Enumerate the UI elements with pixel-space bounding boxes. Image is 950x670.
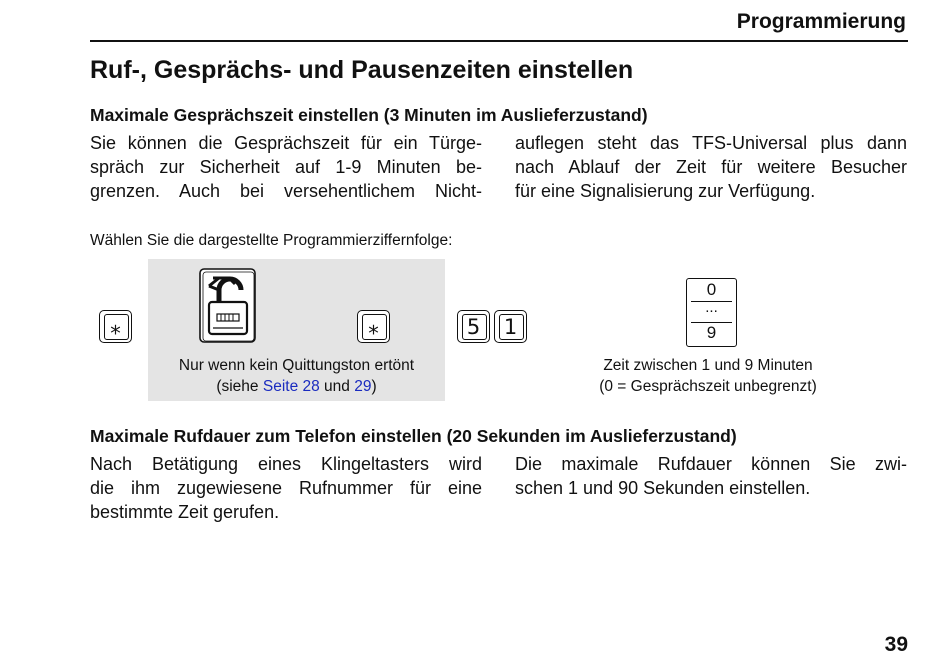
page-header xyxy=(90,8,908,42)
star-key-2 xyxy=(357,310,390,343)
text-line: schen 1 und 90 Sekunden einstellen. xyxy=(515,478,811,498)
text-line: grenzen. Auch bei versehentlichem Nicht- xyxy=(90,181,482,201)
star-key xyxy=(99,310,132,343)
panel-note-prefix: (siehe xyxy=(216,378,263,395)
digit-1-key xyxy=(494,310,527,343)
digit-5-key-label: 5 xyxy=(466,314,481,339)
digit-range-bottom: 9 xyxy=(706,323,717,342)
range-note-line2: (0 = Gesprächszeit unbegrenzt) xyxy=(599,378,817,395)
padlock-unlock-icon xyxy=(199,268,257,344)
text-line: bestimmte Zeit gerufen. xyxy=(90,502,280,522)
star-key-label: ⁎ xyxy=(110,314,121,339)
star-key-label: ⁎ xyxy=(368,314,379,339)
text-line: Die maximale Rufdauer können Sie zwi- xyxy=(515,454,907,474)
panel-note xyxy=(148,355,445,397)
text-line: für eine Signalisierung zur Verfügung. xyxy=(515,181,816,201)
range-note xyxy=(560,355,856,397)
range-note-line1: Zeit zwischen 1 und 9 Minuten xyxy=(603,357,813,374)
text-line: Nach Betätigung eines Klingeltasters wird xyxy=(90,454,482,474)
digit-5-key xyxy=(457,310,490,343)
text-line: nach Ablauf der Zeit für weitere Besucher xyxy=(515,157,907,177)
digit-1-key-label: 1 xyxy=(503,314,518,339)
page-number: 39 xyxy=(884,633,908,656)
panel-note-line1: Nur wenn kein Quittungston ertönt xyxy=(178,357,415,374)
digit-range-middle: ... xyxy=(705,299,718,316)
digit-range-top: 0 xyxy=(706,280,717,299)
page-28-link[interactable]: Seite 28 xyxy=(262,378,320,395)
text-line: Sie können die Gesprächszeit für ein Türge- xyxy=(90,133,482,153)
panel-note-middle: und xyxy=(319,378,355,395)
page-29-link[interactable]: 29 xyxy=(354,378,372,395)
instruction-text: Wählen Sie die dargestellte Programmierziffernfolge: xyxy=(90,232,453,249)
panel-note-suffix: ) xyxy=(371,378,377,395)
text-line: die ihm zugewiesene Rufnummer für eine xyxy=(90,478,482,498)
section1-right-column xyxy=(515,131,907,203)
panel-note-line2 xyxy=(148,376,445,397)
section1-heading: Maximale Gesprächszeit einstellen (3 Minuten im Auslieferzustand) xyxy=(90,105,648,125)
page-title: Ruf-, Gesprächs- und Pausenzeiten einstellen xyxy=(90,56,634,84)
digit-range-key xyxy=(686,278,737,347)
section2-right-column xyxy=(515,452,907,500)
text-line: spräch zur Sicherheit auf 1-9 Minuten be- xyxy=(90,157,482,177)
section2-left-column xyxy=(90,452,482,524)
section2-heading: Maximale Rufdauer zum Telefon einstellen (20 Sekunden im Auslieferzustand) xyxy=(90,426,737,446)
text-line: auflegen steht das TFS-Universal plus dann xyxy=(515,133,907,153)
section1-left-column xyxy=(90,131,482,203)
header-title: Programmierung xyxy=(736,10,906,33)
